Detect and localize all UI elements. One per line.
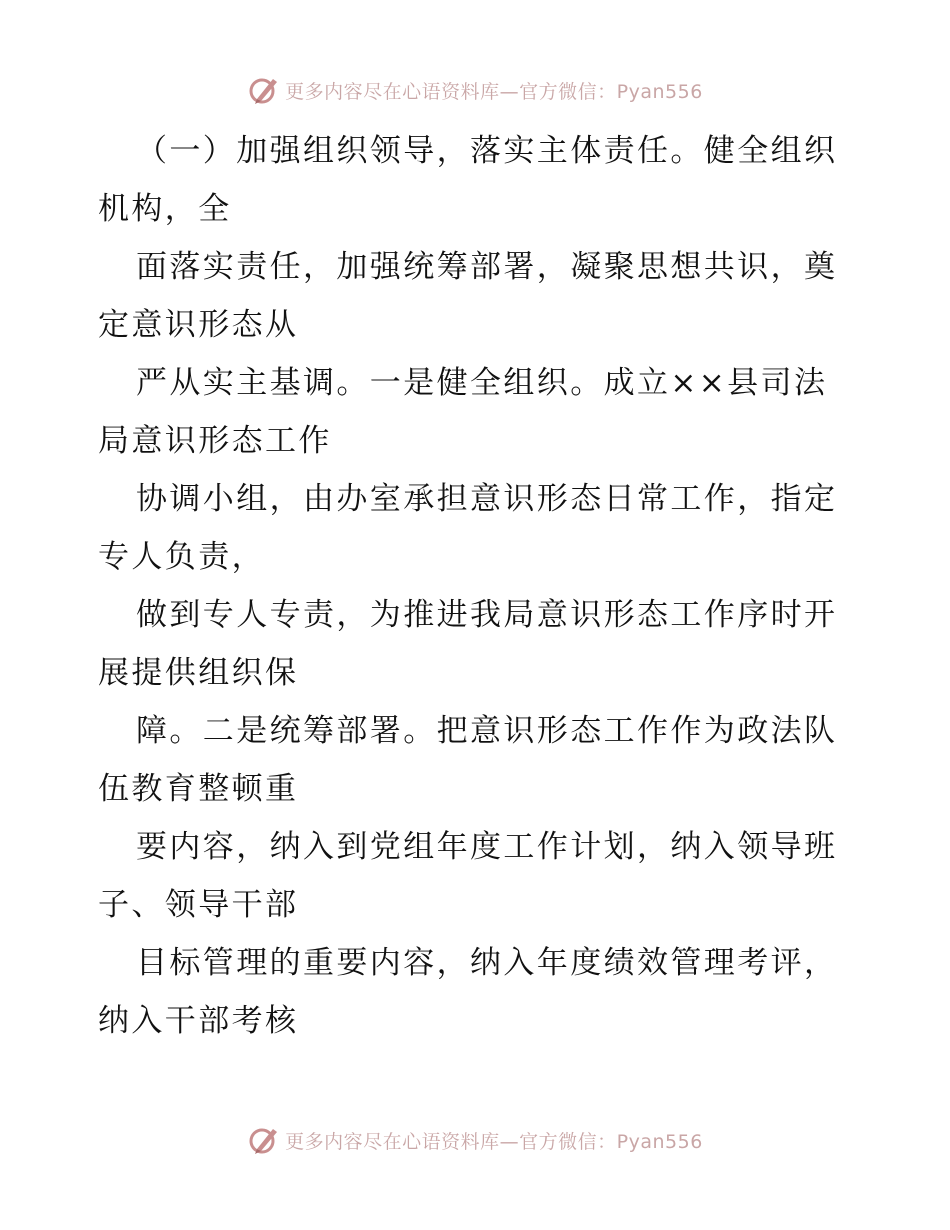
- paragraph: [98, 238, 858, 354]
- paragraph-line: 机构，全: [98, 191, 232, 227]
- paragraph-line: 协调小组，由办室承担意识形态日常工作，指定: [136, 481, 838, 517]
- watermark-text: 更多内容尽在心语资料库—官方微信：Pyan556: [285, 80, 703, 103]
- paragraph-line: 要内容，纳入到党组年度工作计划，纳入领导班: [136, 829, 838, 865]
- paragraph: [98, 354, 858, 470]
- paragraph-line: 伍教育整顿重: [98, 771, 299, 807]
- paragraph-line: 子、领导干部: [98, 887, 299, 923]
- paragraph: [98, 818, 858, 934]
- watermark-text: 更多内容尽在心语资料库—官方微信：Pyan556: [285, 1130, 703, 1153]
- paragraph: [98, 702, 858, 818]
- paragraph-line: 纳入干部考核: [98, 1003, 299, 1039]
- paragraph-line: 严从实主基调。一是健全组织。成立××县司法: [136, 365, 828, 401]
- paragraph-line: 局意识形态工作: [98, 423, 332, 459]
- document-body: [98, 122, 858, 1050]
- paragraph: [98, 122, 858, 238]
- paragraph-line: 专人负责，: [98, 539, 265, 575]
- paragraph-line: （一）加强组织领导，落实主体责任。健全组织: [136, 133, 838, 169]
- paragraph-line: 面落实责任，加强统筹部署，凝聚思想共识，奠: [136, 249, 838, 285]
- paragraph-line: 定意识形态从: [98, 307, 299, 343]
- pen-logo-icon: [247, 1123, 281, 1157]
- footer-watermark: [0, 1120, 950, 1160]
- header-watermark: [0, 70, 950, 110]
- paragraph: [98, 586, 858, 702]
- paragraph-line: 展提供组织保: [98, 655, 299, 691]
- paragraph-line: 做到专人专责，为推进我局意识形态工作序时开: [136, 597, 838, 633]
- paragraph: [98, 470, 858, 586]
- paragraph-line: 目标管理的重要内容，纳入年度绩效管理考评，: [136, 945, 838, 981]
- pen-logo-icon: [247, 73, 281, 107]
- paragraph-line: 障。二是统筹部署。把意识形态工作作为政法队: [136, 713, 838, 749]
- paragraph: [98, 934, 858, 1050]
